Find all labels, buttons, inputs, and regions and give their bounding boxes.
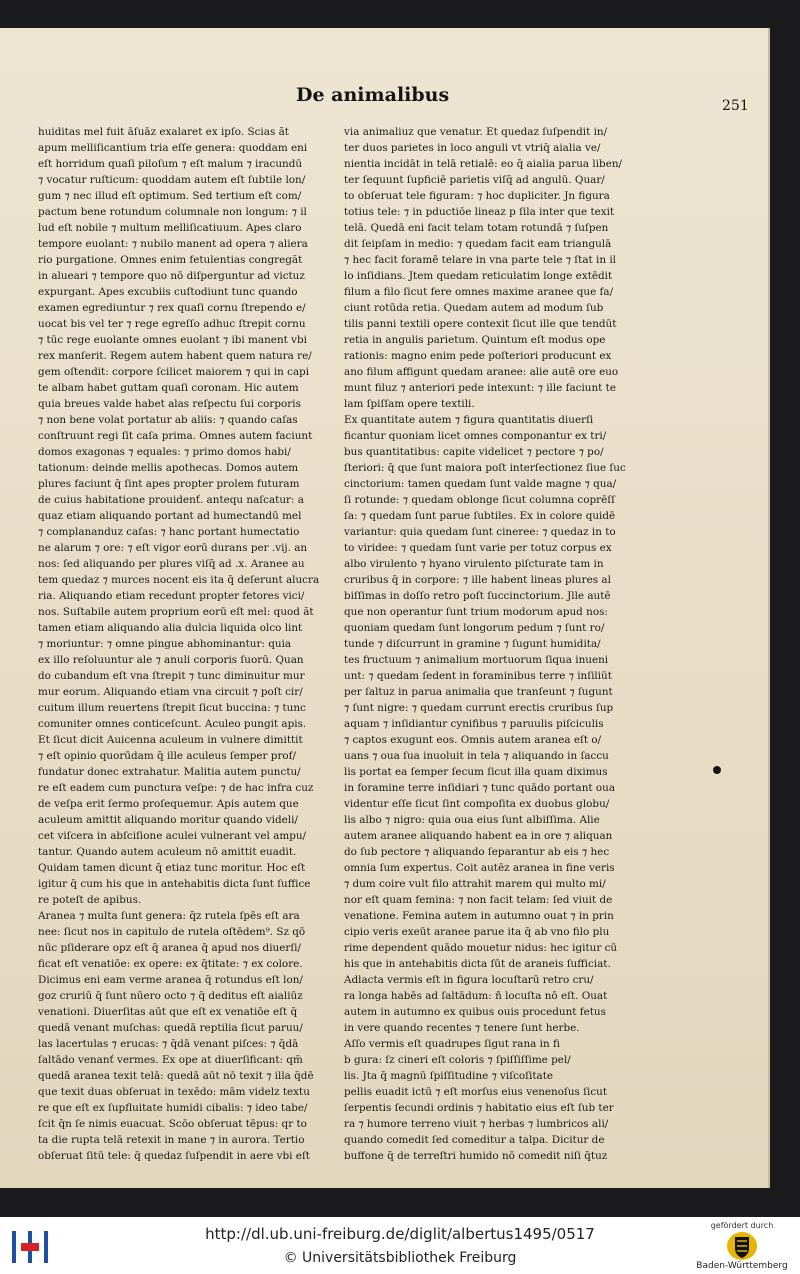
text-line: venatione. Femina autem in autumno ouat ⁊ in prin (344, 910, 614, 922)
text-line: ficat eſt venatiōe: ex opere: ex q̄titate: ⁊ ex colore. (38, 958, 303, 970)
copyright-notice: © Universitätsbibliothek Freiburg (283, 1250, 517, 1266)
text-line: tationum: deinde mellis apothecas. Domos autem (38, 462, 299, 474)
text-line: cinctorium: tamen quedam ſunt valde magne ⁊ qua/ (344, 478, 617, 490)
text-line: gum ⁊ nec illud eſt optimum. Sed tertium eſt com/ (38, 190, 302, 202)
text-line: cipio veris exeūt aranee parue ita q̄ ab vno filo plu (344, 926, 610, 938)
text-line: dit ſeipſam in medio: ⁊ quedam facit eam triangulā (344, 238, 612, 250)
text-line: ano filum affigunt quedam aranee: alie autē ore euo (344, 366, 619, 378)
text-line: goz cruriū q̄ ſunt nūero octo ⁊ q̄ deditus eſt aialiūz (38, 990, 303, 1002)
text-line: to obſeruat tele figuram: ⁊ hoc dupliciter. Jn figura (344, 190, 610, 202)
text-line: obſeruat ſitū tele: q̄ quedaz ſuſpendit in aere vbi eſt (38, 1150, 310, 1162)
text-line: ⁊ hec facit foramē telare in vna parte tele ⁊ ſtat in il (344, 254, 616, 266)
text-line: ⁊ complananduz caſas: ⁊ hanc portant humectatio (38, 526, 300, 538)
text-line: do ſub pectore ⁊ aliquando ſeparantur ab eis ⁊ hec (344, 846, 610, 858)
text-line: rio purgatione. Omnes enim fetulentias congregăt (38, 254, 303, 266)
text-line: quando comedit ſed comeditur a talpa. Dicitur de (344, 1134, 605, 1146)
text-line: ria. Aliquando etiam recedunt propter fetores vici/ (38, 590, 305, 602)
text-line: conſtruunt regi ſit caſa prima. Omnes autem faciunt (38, 430, 313, 442)
text-line: rationis: magno enim pede poſteriori producunt ex (344, 350, 612, 362)
text-line: buffone q̄ de terreſtri humido nō comedit niſi q̄tuz (344, 1150, 608, 1162)
text-line: in alueari ⁊ tempore quo nō diſperguntur ad victuz (38, 270, 305, 282)
text-line: in vere quando recentes ⁊ tenere ſunt herbe. (344, 1022, 580, 1034)
text-line: lo inſidians. Jtem quedam reticulatim longe extēdit (344, 270, 613, 282)
text-line: Aranea ⁊ multa ſunt genera: q̄z rutela ſpēs eſt ara (38, 910, 300, 922)
text-line: bus quantitatibus: capite videlicet ⁊ pectore ⁊ po/ (344, 446, 604, 458)
text-line: tunde ⁊ diſcurrunt in gramine ⁊ ſugunt humidita/ (344, 638, 601, 650)
text-column-left (38, 124, 321, 1164)
text-line: lis portat ea ſemper ſecum ſicut illa quam diximus (344, 766, 608, 778)
text-line: igitur q̄ cum his que in antehabitis dicta ſunt ſuffice (38, 878, 311, 890)
text-line: tilis panni textili opere contexit ſicut ille que tendūt (344, 318, 617, 330)
text-line: lud eſt nobile ⁊ multum melliſicatiuum. Apes claro (38, 222, 302, 234)
text-line: mur eorum. Aliquando etiam vna circuit ⁊ poſt cir/ (38, 686, 303, 698)
text-line: cet viſcera in abſciſione aculei vulnerant vel ampu/ (38, 830, 307, 842)
text-line: Ex quantitate autem ⁊ figura quantitatis diuerſi (344, 414, 594, 426)
viewer-footer (0, 1217, 800, 1274)
text-line: rex manſerit. Regem autem habent quem natura re/ (38, 350, 312, 362)
text-line: nūc pſiderare opz eſt q̄ aranea q̄ apud nos diuerſi/ (38, 942, 301, 954)
text-line: ta die rupta telā retexit in mane ⁊ in aurora. Tertio (38, 1134, 305, 1146)
text-line: lam ſpiſſam opere textili. (344, 398, 475, 410)
ink-spot (713, 766, 721, 774)
text-line: b gura: ſz cineri eſt coloris ⁊ ſpiſſiſſime pel/ (344, 1054, 571, 1066)
text-line: ⁊ moriuntur: ⁊ omne pingue abhominantur: quia (38, 638, 292, 650)
text-line: re que eſt ex ſupfluitate humidi cibalis: ⁊ ideo tabe/ (38, 1102, 308, 1114)
text-line: eſt horridum quaſi piloſum ⁊ eſt malum ⁊ iracundū (38, 158, 303, 170)
text-line: quoniam quedam ſunt longorum pedum ⁊ ſunt ro/ (344, 622, 605, 634)
text-line: que non operantur ſunt trium modorum apud nos: (344, 606, 608, 618)
text-column-right (344, 124, 627, 1164)
text-line: nos. Suſtabile autem proprium eorū eſt mel: quod ăt (38, 606, 314, 618)
text-line: de cuius habitatione prouidenť. antequ naſcatur: a (38, 494, 304, 506)
text-line: ⁊ tūc rege euolante omnes euolant ⁊ ibi manent vbi (38, 334, 307, 346)
text-line: autem in autumno ex quibus ouis procedunt fetus (344, 1006, 606, 1018)
text-line: Aſſo vermis eſt quadrupes ſigut rana in fi (344, 1038, 560, 1050)
text-line: filum a filo ſicut fere omnes maxime aranee que fa/ (344, 286, 614, 298)
text-line: las lacertulas ⁊ erucas: ⁊ q̄dā venant piſces: ⁊ q̄dā (38, 1038, 299, 1050)
sponsor-logo (690, 1221, 794, 1273)
text-line: de veſpa erit ſermo proſequemur. Apis autem que (38, 798, 299, 810)
text-line: Quidam tamen dicunt q̄ etiaz tunc moritur. Hoc eſt (38, 862, 306, 874)
text-line: aculeum amittit aliquando moritur quando videli/ (38, 814, 298, 826)
text-line: ſerpentis ſecundi ordinis ⁊ habitatio eius eſt ſub ter (344, 1102, 614, 1114)
manuscript-page (0, 28, 770, 1188)
text-line: uocat bis vel ter ⁊ rege egreſſo adhuc ſtrepit cornu (38, 318, 306, 330)
text-line: ra longa habēs ad ſaltādum: ñ locuſta nō eſt. Ouat (344, 990, 608, 1002)
text-line: examen egrediuntur ⁊ rex quaſi cornu ſtrependo e/ (38, 302, 306, 314)
text-line: ne alarum ⁊ ore: ⁊ eſt vigor eorū durans per .vij. an (38, 542, 308, 554)
text-line: ſi rotunde: ⁊ quedam oblonge ſicut columna coprēſſ (344, 494, 615, 506)
text-line: variantur: quia quedam ſunt cineree: ⁊ quedaz in to (344, 526, 616, 538)
text-line: Dicimus eni eam verme aranea q̄ rotundus eſt lon/ (38, 974, 303, 986)
text-line: te albam habet guttam quaſi coronam. Hic autem (38, 382, 299, 394)
text-line: venationi. Diuerſitas aūt que eſt ex venatiōe eſt q̄ (38, 1006, 298, 1018)
text-line: do cubandum eſt vna ſtrepit ⁊ tunc diminuitur mur (38, 670, 305, 682)
text-line: videntur eſſe ſicut ſint compoſita ex duobus globu/ (344, 798, 610, 810)
text-line: ciunt rotūda retia. Quedam autem ad modum ſub (344, 302, 604, 314)
text-line: rime dependent quādo mouetur nidus: hec igitur cū (344, 942, 618, 954)
text-line: ſaltādo venanť vermes. Ex ope at diuerſificant: qm̄ (38, 1054, 303, 1066)
text-line: gem oſtendit: corpore ſcilicet maiorem ⁊ qui in capi (38, 366, 310, 378)
text-line: ⁊ vocatur ruſticum: quoddam autem eſt ſubtile lon/ (38, 174, 306, 186)
text-line: quaz etiam aliquando portant ad humectandū mel (38, 510, 302, 522)
text-line: huiditas mel fuit āſuāz exalaret ex ipſo. Scias ăt (38, 126, 289, 138)
state-coat-of-arms-icon (726, 1231, 758, 1261)
text-line: nientia incidāt in telā retialē: eo q̄ aialia parua liben/ (344, 158, 623, 170)
text-line: nee: ſicut nos in capitulo de rutela oſtēdem⁹. Sz qō (38, 926, 306, 938)
text-line: munt filuz ⁊ anteriori pede intexunt: ⁊ ille faciunt te (344, 382, 616, 394)
text-line: autem aranee aliquando habent ea in ore ⁊ aliquan (344, 830, 613, 842)
text-line: to viridee: ⁊ quedam ſunt varie per totuz corpus ex (344, 542, 612, 554)
text-line: quedā aranea texit telā: quedā aūt nō texit ⁊ illa q̄dē (38, 1070, 314, 1082)
text-line: ter ſequunt ſupficiē parietis viſq̄ ad angulū. Quar/ (344, 174, 605, 186)
text-line: nor eſt quam femina: ⁊ non facit telam: ſed viuit de (344, 894, 613, 906)
text-line: uans ⁊ oua ſua inuoluit in tela ⁊ aliquando in ſaccu (344, 750, 609, 762)
text-line: ra ⁊ humore terreno viuit ⁊ herbas ⁊ lumbricos ali/ (344, 1118, 609, 1130)
text-line: domos exagonas ⁊ equales: ⁊ primo domos habi/ (38, 446, 291, 458)
text-line: Adlacta vermis eſt in figura locuſtarū retro cru/ (344, 974, 594, 986)
text-line: quedā venant muſchas: quedā reptilia ſicut paruu/ (38, 1022, 303, 1034)
text-line: pactum bene rotundum columnale non longum: ⁊ il (38, 206, 307, 218)
text-line: ⁊ non bene volat portatur ab aliis: ⁊ quando caſas (38, 414, 298, 426)
text-line: his que in antehabitis dicta ſūt de araneis ſufficiat. (344, 958, 611, 970)
text-line: pellis euadit ictū ⁊ eſt morſus eius venenoſus ſicut (344, 1086, 608, 1098)
text-line: re eſt eadem cum punctura veſpe: ⁊ de hac infra cuz (38, 782, 314, 794)
text-line: ſcit q̄n ſe nimis euacuat. Scōo obſeruat tēpus: qr to (38, 1118, 307, 1130)
text-line: ex illo reſoluuntur ale ⁊ anuli corporis ſuorū. Quan (38, 654, 304, 666)
text-line: cruribus q̄ in corpore: ⁊ ille habent lineas plures al (344, 574, 611, 586)
permalink-url[interactable]: http://dl.ub.uni-freiburg.de/diglit/albertus1495/0517 (205, 1225, 595, 1243)
text-line: in foramine terre inſidiari ⁊ tunc quādo portant oua (344, 782, 616, 794)
text-line: tantur. Quando autem aculeum nō amittit euadit. (38, 846, 297, 858)
text-line: unt: ⁊ quedam ſedent in foraminibus terre ⁊ inſiliūt (344, 670, 612, 682)
text-line: plures faciunt q̄ ſint apes propter prolem futuram (38, 478, 300, 490)
text-line: per ſaltuz in parua animalia que tranſeunt ⁊ ſugunt (344, 686, 613, 698)
text-line: que texit duas obſeruat in texēdo: mām videlz textu (38, 1086, 310, 1098)
text-line: expurgant. Apes excubiis cuſtodiunt tunc quando (38, 286, 298, 298)
text-line: tempore euolant: ⁊ nubilo manent ad opera ⁊ aliera (38, 238, 308, 250)
text-line: biſſimas in doſſo retro poſt ſuccinctorium. Jlle autē (344, 590, 611, 602)
text-line: omnia ſum expertus. Coit autēz aranea in fine veris (344, 862, 615, 874)
text-line: totius tele: ⁊ in pductiōe lineaz p ſila inter que texit (344, 206, 615, 218)
text-line: ⁊ captos exugunt eos. Omnis autem aranea eſt o/ (344, 734, 602, 746)
text-line: apum melliſicantium tria eſſe genera: quoddam eni (38, 142, 308, 154)
text-line: re poteſt de apibus. (38, 894, 142, 906)
text-line: nos: ſed aliquando per plures viſq̄ ad .x. Aranee au (38, 558, 305, 570)
text-line: telā. Quedā eni facit telam totam rotundā ⁊ ſuſpen (344, 222, 609, 234)
text-line: tamen etiam aliquando alia dulcia liquida olco lint (38, 622, 303, 634)
running-head: De animalibus (296, 84, 450, 106)
text-line: ⁊ dum coire vult filo attrahit marem qui multo mi/ (344, 878, 606, 890)
text-line: retia in angulis parietum. Quintum eſt modus ope (344, 334, 606, 346)
sponsor-label: gefördert durch (710, 1221, 774, 1230)
text-line: ſteriori: q̄ que ſunt maiora poſt interſectionez ſiue ſuc (344, 462, 626, 474)
folio-number: 251 (722, 98, 749, 114)
text-line: comuniter omnes conticeſcunt. Aculeo pungit apis. (38, 718, 307, 730)
sponsor-name: Baden-Württemberg (696, 1261, 788, 1271)
text-line: ter duos parietes in loco anguli vt vtriq̄ aialia ve/ (344, 142, 601, 154)
text-line: tem quedaz ⁊ murces nocent eis ita q̄ deſerunt alucra (38, 574, 320, 586)
text-line: ⁊ ſunt nigre: ⁊ quedam currunt erectis cruribus ſup (344, 702, 614, 714)
text-line: cuitum illum reuertens ſtrepit ſicut buccina: ⁊ tunc (38, 702, 306, 714)
text-line: lis. Jta q̄ magnū ſpiſſitudine ⁊ viſcoſitate (344, 1070, 554, 1082)
text-line: quia breues valde habet alas reſpectu ſui corporis (38, 398, 301, 410)
text-line: ſa: ⁊ quedam ſunt parue ſubtiles. Ex in colore quidē (344, 510, 616, 522)
text-line: albo virulento ⁊ hyano virulento piſcturate tam in (344, 558, 604, 570)
text-line: tes fructuum ⁊ animalium mortuorum ſiqua inueni (344, 654, 609, 666)
text-line: via animaliuz que venatur. Et quedaz ſuſpendit in/ (344, 126, 608, 138)
text-line: ficantur quoniam licet omnes componantur ex tri/ (344, 430, 607, 442)
text-line: Et ſicut dicit Auicenna aculeum in vulnere dimittit (38, 734, 303, 746)
text-line: ⁊ eſt opinio quorūdam q̄ ille aculeus ſemper prof/ (38, 750, 297, 762)
text-line: lis albo ⁊ nigro: quia oua eius ſunt albiſſima. Alie (344, 814, 600, 826)
text-line: aquam ⁊ inſidiantur cynifibus ⁊ paruulis piſciculis (344, 718, 604, 730)
text-line: fundatur donec extrahatur. Malitia autem punctu/ (38, 766, 301, 778)
